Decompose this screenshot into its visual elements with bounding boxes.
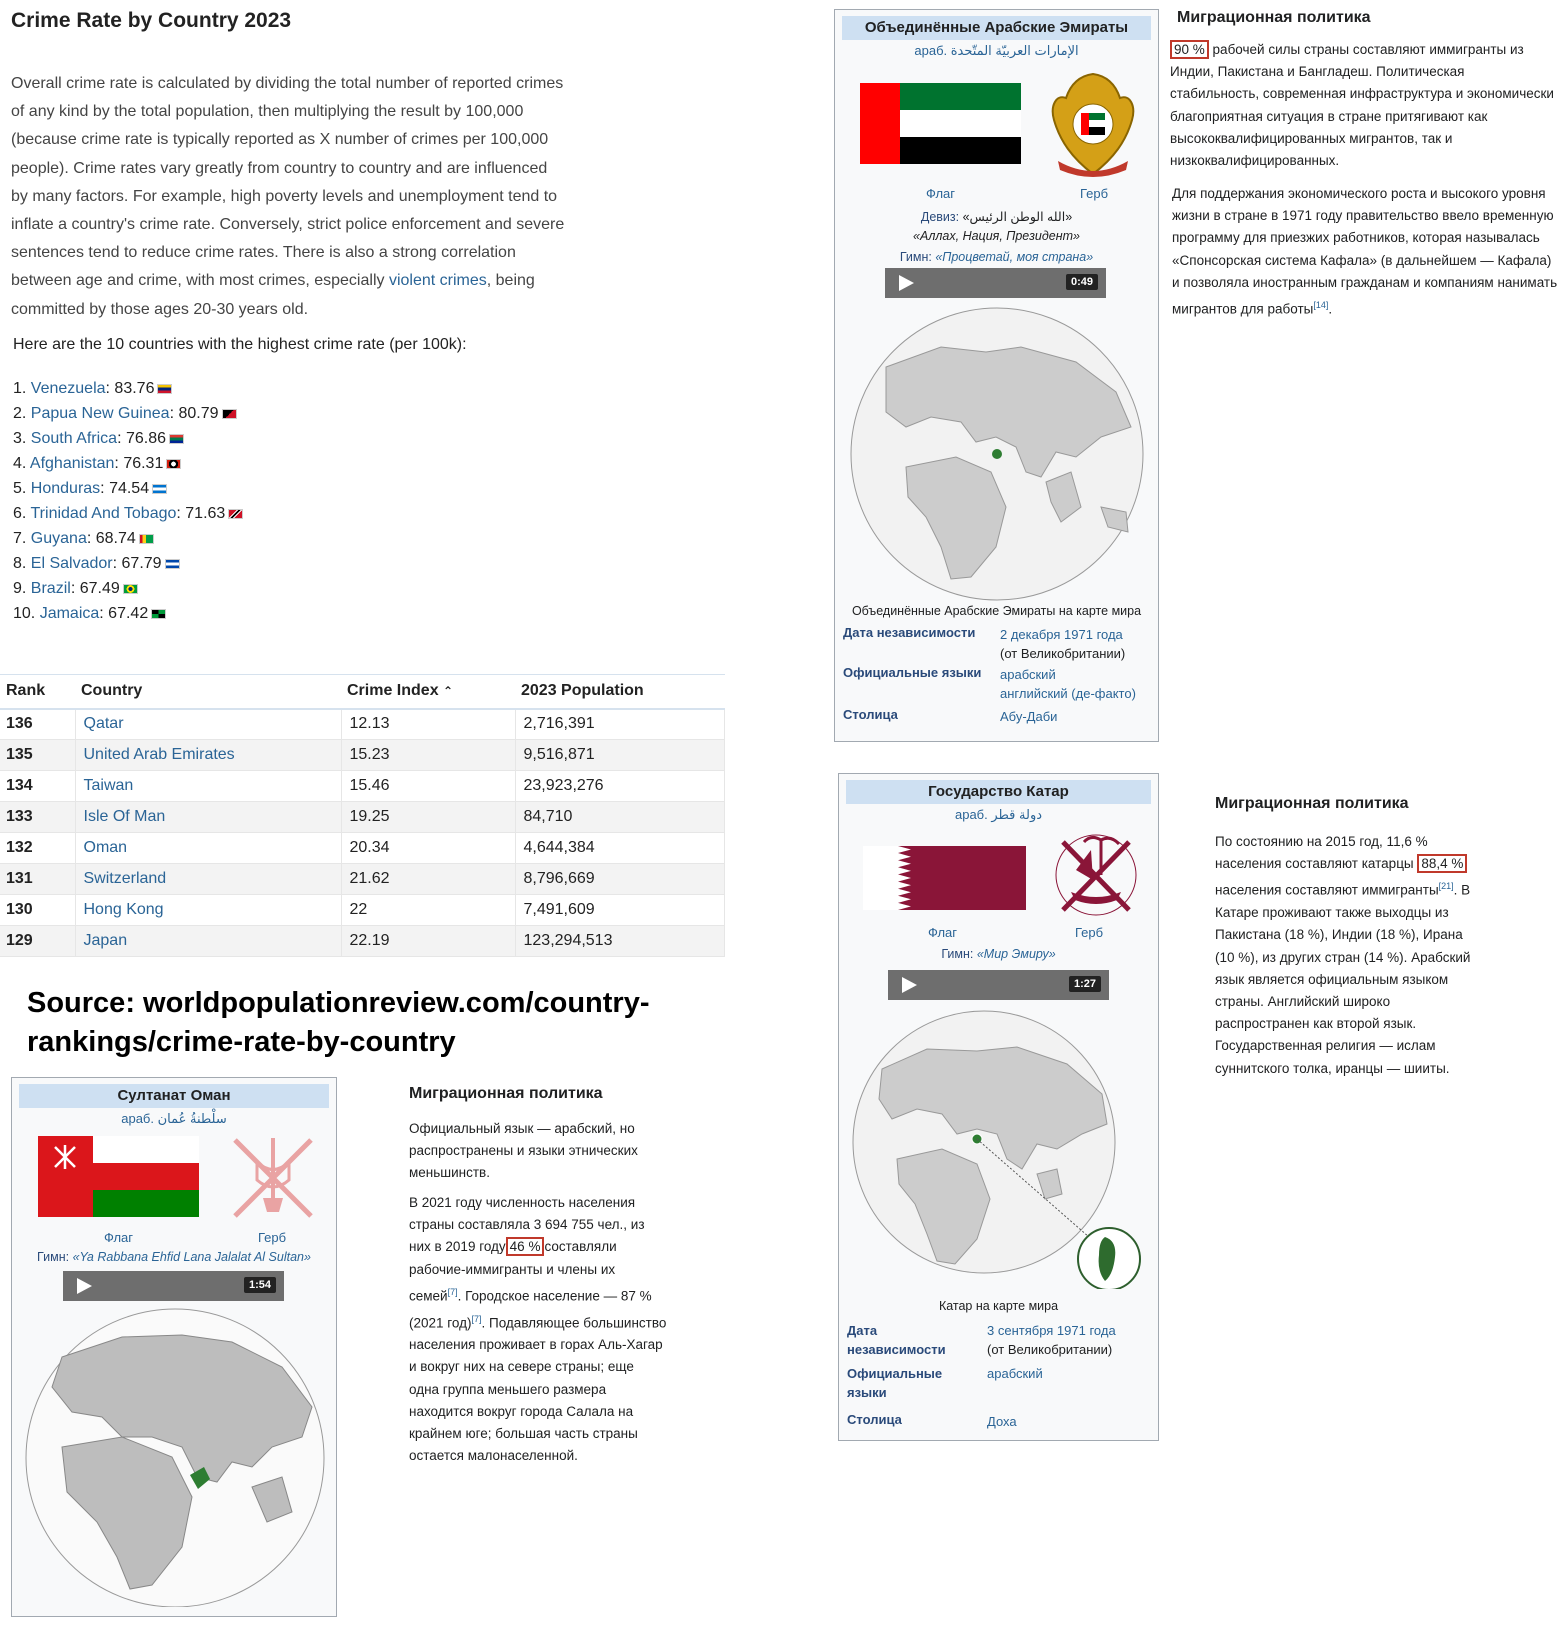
- list-number: 7.: [13, 530, 27, 547]
- list-item: [13, 551, 243, 576]
- oman-migration-text-4: . Подавляющее большинство населения проживает в горах Аль-Хагар и вокруг них на севере страны; еще одна группа меньшего размера находится вокруг города Салала на крайнем юге; большая часть страны остается малонаселенной.: [409, 1315, 667, 1464]
- country-link[interactable]: Switzerland: [75, 864, 341, 895]
- oman-migration-p1: Официальный язык — арабский, но распространены и языки этнических меньшинств.: [409, 1121, 638, 1181]
- qatar-migration-text: По состоянию на 2015 год, 11,6 % населения составляют катарцы: [1215, 834, 1428, 872]
- uae-flag[interactable]: [860, 83, 1021, 164]
- page-title: Crime Rate by Country 2023: [11, 9, 292, 32]
- country-link[interactable]: South Africa: [30, 430, 118, 447]
- uae-migration-text: рабочей силы страны составляют иммигранты из Индии, Пакистана и Бангладеш. Политическая стабильность, современная инфраструктура и экономически благоприятная ситуация в стране притягивают как высококвалифицированных мигрантов, так и низкоквалифицированных.: [1170, 42, 1554, 169]
- country-link[interactable]: El Salvador: [30, 555, 113, 572]
- uae-globe-map-icon[interactable]: [846, 307, 1149, 602]
- native-name: араб. دولة قطر: [954, 807, 1043, 822]
- qatar-migration-text-3: . В Катаре проживают также выходцы из Пакистана (18 %), Индии (18 %), Ирана (10 %), из других стран (14 %). Арабский язык является официальным языком страны. Английский широко распространен как второй язык. Государственная религия — ислам суннитского толка, иранцы — шииты.: [1215, 882, 1471, 1076]
- coat-caption[interactable]: Герб: [258, 1230, 287, 1245]
- country-link[interactable]: Trinidad And Tobago: [30, 505, 177, 522]
- infobox-title: Государство Катар: [846, 780, 1151, 804]
- list-item: [13, 601, 243, 626]
- anthem-link[interactable]: «Ya Rabbana Ehfid Lana Jalalat Al Sultan»: [72, 1250, 311, 1264]
- list-item: [13, 576, 243, 601]
- rank-cell: 132: [0, 833, 75, 864]
- independence-from: (от Великобритании): [1000, 646, 1126, 661]
- country-link[interactable]: Hong Kong: [75, 895, 341, 926]
- audio-duration: 0:49: [1066, 274, 1098, 290]
- rank-cell: 136: [0, 709, 75, 740]
- column-header-rank[interactable]: Rank: [0, 675, 75, 709]
- country-link[interactable]: Guyana: [30, 530, 87, 547]
- anthem-label: Гимн:: [899, 250, 932, 264]
- anthem: [835, 250, 1158, 264]
- independence-date-link[interactable]: 3 сентября 1971 года: [987, 1323, 1116, 1338]
- crime-value: : 67.49: [70, 580, 120, 597]
- rank-cell: 129: [0, 926, 75, 957]
- play-icon[interactable]: [77, 1278, 92, 1294]
- table-row: [0, 709, 725, 740]
- list-item: [13, 426, 243, 451]
- crime-index-cell: 22.19: [341, 926, 515, 957]
- oman-migration-text: В 2021 году численность населения страны составляла 3 694 755 чел., из них в 2019 году: [409, 1195, 645, 1255]
- languages-label: Официальные языки: [847, 1366, 943, 1400]
- population-cell: 7,491,609: [515, 895, 725, 926]
- crime-value: : 83.76: [105, 380, 155, 397]
- table-row: [0, 833, 725, 864]
- list-number: 10.: [13, 605, 36, 622]
- population-cell: 8,796,669: [515, 864, 725, 895]
- map-caption: Катар на карте мира: [938, 1299, 1059, 1313]
- country-link[interactable]: Brazil: [30, 580, 71, 597]
- infobox-title: Султанат Оман: [19, 1084, 329, 1108]
- coat-caption[interactable]: Герб: [1080, 186, 1109, 201]
- crime-value: : 67.79: [112, 555, 162, 572]
- population-cell: 84,710: [515, 802, 725, 833]
- country-link[interactable]: Qatar: [75, 709, 341, 740]
- list-number: 5.: [13, 480, 27, 497]
- country-link[interactable]: Oman: [75, 833, 341, 864]
- motto-label: Девиз:: [920, 210, 960, 224]
- highlighted-percent: 90 %: [1170, 40, 1209, 59]
- table-header-row: [0, 675, 725, 709]
- table-row: [0, 926, 725, 957]
- map-caption: Объединённые Арабские Эмираты на карте мира: [851, 604, 1142, 618]
- independence-from: (от Великобритании): [987, 1342, 1113, 1357]
- sort-ascending-icon: ⌃: [443, 684, 454, 699]
- flag-caption[interactable]: Флаг: [928, 925, 958, 940]
- description-text-end: , being committed by those ages 20-30 years old.: [11, 272, 535, 318]
- guyana-flag-icon: [139, 534, 154, 544]
- venezuela-flag-icon: [157, 384, 172, 394]
- rank-cell: 130: [0, 895, 75, 926]
- qatar-coat-of-arms-icon[interactable]: [1051, 830, 1141, 928]
- rank-cell: 134: [0, 771, 75, 802]
- flag-caption[interactable]: Флаг: [104, 1230, 134, 1245]
- uae-kafala-text: Для поддержания экономического роста и высокого уровня жизни в стране в 1971 году правительство ввело временную программу для приезжих работников, которая называлась «Спонсорская система Кафала» (в дальнейшем — Кафала) и позволяла иностранным гражданам и компаниям нанимать мигрантов для работы: [1172, 186, 1558, 317]
- table-row: [0, 864, 725, 895]
- list-item: [13, 376, 243, 401]
- rank-cell: 135: [0, 740, 75, 771]
- list-item: [13, 526, 243, 551]
- crime-index-table: [0, 674, 725, 957]
- independence-label: Дата независимости: [847, 1323, 946, 1357]
- native-name: араб. سلْطنةُ عُمان: [121, 1111, 227, 1126]
- crime-value: : 71.63: [176, 505, 226, 522]
- crime-index-cell: 12.13: [341, 709, 515, 740]
- population-cell: 123,294,513: [515, 926, 725, 957]
- country-link[interactable]: Papua New Guinea: [30, 405, 170, 422]
- uae-migration-p2: Для поддержания экономического роста и высокого уровня жизни в стране в 1971 году правительство ввело временную программу для приезжих работников, которая называлась «Спонсорская система Кафала» (в дальнейшем — Кафала) и позволяла иностранным гражданам и компаниям нанимать мигрантов для работы[14].: [1172, 186, 1558, 317]
- list-number: 9.: [13, 580, 27, 597]
- crime-value: : 76.31: [114, 455, 164, 472]
- list-number: 3.: [13, 430, 27, 447]
- capital-link[interactable]: Доха: [987, 1414, 1017, 1429]
- crime-index-label: Crime Index: [347, 682, 439, 700]
- list-item: [13, 501, 243, 526]
- population-cell: 4,644,384: [515, 833, 725, 864]
- uae-coat-of-arms-icon[interactable]: [1048, 66, 1138, 181]
- country-link[interactable]: Isle Of Man: [75, 802, 341, 833]
- qatar-globe-map-icon[interactable]: [847, 1009, 1152, 1289]
- population-cell: 23,923,276: [515, 771, 725, 802]
- violent-crimes-link[interactable]: violent crimes: [388, 272, 487, 290]
- population-cell: 2,716,391: [515, 709, 725, 740]
- highlighted-percent: 88,4 %: [1417, 854, 1467, 873]
- list-number: 6.: [13, 505, 27, 522]
- motto-arabic: «الله الوطن الرئيس»: [962, 210, 1073, 224]
- crime-value: : 74.54: [100, 480, 150, 497]
- citation-link[interactable]: [7]: [447, 1286, 458, 1297]
- table-row: [0, 771, 725, 802]
- qatar-flag[interactable]: [863, 846, 1026, 910]
- language-link[interactable]: арабский: [987, 1366, 1043, 1381]
- column-header-country[interactable]: Country: [75, 675, 341, 709]
- capital-label: Столица: [847, 1412, 902, 1427]
- flag-caption[interactable]: Флаг: [926, 186, 956, 201]
- country-link[interactable]: Afghanistan: [29, 455, 115, 472]
- citation-link[interactable]: [21]: [1438, 881, 1454, 892]
- country-link[interactable]: Taiwan: [75, 771, 341, 802]
- native-name: араб. الإمارات العربيّة المتّحدة: [914, 43, 1079, 58]
- oman-migration-heading: Миграционная политика: [409, 1085, 603, 1102]
- anthem-label: Гимн:: [37, 1250, 70, 1264]
- anthem-label: Гимн:: [941, 947, 974, 961]
- table-row: [0, 740, 725, 771]
- table-row: [0, 802, 725, 833]
- crime-index-cell: 15.46: [341, 771, 515, 802]
- crime-index-cell: 15.23: [341, 740, 515, 771]
- qatar-migration-text-2: населения составляют иммигранты: [1215, 882, 1439, 898]
- afghanistan-flag-icon: [166, 459, 181, 469]
- language-link[interactable]: английский (де-факто): [1000, 686, 1136, 701]
- capital-link[interactable]: Абу-Даби: [1000, 709, 1058, 724]
- uae-migration-heading: Миграционная политика: [1177, 9, 1371, 26]
- description-text: Overall crime rate is calculated by dividing the total number of reported crimes of any kind by the total population, then multiplying the result by 100,000 (because crime rate is typically reported as X number of crimes per 100,000 people). Crime rates vary greatly from country to country and are influenced by many factors. For example, high poverty levels and unemployment tend to inflate a country's crime rate. Conversely, strict police enforcement and severe sentences tend to reduce crime rates. There is also a strong correlation between age and crime, with most crimes, especially: [11, 75, 565, 290]
- motto-translation: «Аллах, Нация, Президент»: [913, 229, 1080, 243]
- country-link[interactable]: United Arab Emirates: [75, 740, 341, 771]
- top-ten-list: [13, 376, 243, 626]
- highlighted-percent: 46 %: [506, 1237, 545, 1256]
- country-link[interactable]: Venezuela: [30, 380, 106, 397]
- oman-flag[interactable]: [38, 1136, 199, 1217]
- crime-index-cell: 22: [341, 895, 515, 926]
- list-number: 1.: [13, 380, 27, 397]
- anthem-link[interactable]: «Мир Эмиру»: [976, 947, 1056, 961]
- rank-cell: 131: [0, 864, 75, 895]
- infobox-title: Объединённые Арабские Эмираты: [842, 16, 1151, 40]
- motto: [835, 209, 1158, 224]
- list-number: 2.: [13, 405, 27, 422]
- rank-cell: 133: [0, 802, 75, 833]
- crime-value: : 76.86: [117, 430, 167, 447]
- list-item: [13, 476, 243, 501]
- column-header-crime-index[interactable]: [341, 675, 515, 709]
- language-link[interactable]: арабский: [1000, 667, 1056, 682]
- top-ten-intro: Here are the 10 countries with the highest crime rate (per 100k):: [13, 336, 467, 353]
- play-icon[interactable]: [902, 977, 917, 993]
- oman-migration-text-3: . Городское население — 87 % (2021 год): [409, 1288, 652, 1331]
- audio-duration: 1:27: [1069, 976, 1101, 992]
- uae-migration-p1: [1170, 39, 1556, 172]
- crime-index-cell: 19.25: [341, 802, 515, 833]
- honduras-flag-icon: [152, 484, 167, 494]
- crime-index-cell: 21.62: [341, 864, 515, 895]
- source-caption: Source: worldpopulationreview.com/country-rankings/crime-rate-by-country: [27, 987, 650, 1058]
- independence-label: Дата независимости: [843, 625, 976, 640]
- anthem-audio-player[interactable]: [63, 1271, 284, 1301]
- oman-migration-text-2: составляли рабочие-иммигранты и члены их семей: [409, 1239, 617, 1304]
- citation-link[interactable]: [14]: [1313, 300, 1329, 311]
- anthem: [839, 947, 1158, 961]
- crime-value: : 68.74: [86, 530, 136, 547]
- papua-new-guinea-flag-icon: [222, 409, 237, 419]
- uae-infobox: [834, 9, 1159, 742]
- qatar-migration-heading: Миграционная политика: [1215, 795, 1409, 812]
- oman-coat-of-arms-icon[interactable]: [227, 1132, 319, 1224]
- independence-date-link[interactable]: 2 декабря 1971 года: [1000, 627, 1123, 642]
- anthem-audio-player[interactable]: [885, 268, 1106, 298]
- jamaica-flag-icon: [151, 609, 166, 619]
- crime-description: [11, 70, 566, 324]
- play-icon[interactable]: [899, 275, 914, 291]
- crime-index-cell: 20.34: [341, 833, 515, 864]
- qatar-migration-paragraph: [1215, 831, 1485, 1080]
- capital-label: Столица: [843, 707, 898, 722]
- country-link[interactable]: Jamaica: [39, 605, 100, 622]
- qatar-infobox: [838, 773, 1159, 1441]
- coat-caption[interactable]: Герб: [1075, 925, 1104, 940]
- list-item: [13, 401, 243, 426]
- crime-value: : 67.42: [99, 605, 149, 622]
- population-cell: 9,516,871: [515, 740, 725, 771]
- el-salvador-flag-icon: [165, 559, 180, 569]
- anthem-audio-player[interactable]: [888, 970, 1109, 1000]
- trinidad-and-tobago-flag-icon: [228, 509, 243, 519]
- languages-label: Официальные языки: [843, 665, 982, 680]
- crime-value: : 80.79: [169, 405, 219, 422]
- anthem: [12, 1250, 336, 1264]
- brazil-flag-icon: [123, 584, 138, 594]
- country-link[interactable]: Japan: [75, 926, 341, 957]
- list-item: [13, 451, 243, 476]
- anthem-link[interactable]: «Процветай, моя страна»: [935, 250, 1094, 264]
- table-row: [0, 895, 725, 926]
- list-number: 4.: [13, 455, 27, 472]
- oman-globe-map-icon[interactable]: [22, 1307, 328, 1607]
- oman-migration-p2: [409, 1192, 667, 1467]
- oman-infobox: [11, 1077, 337, 1617]
- list-number: 8.: [13, 555, 27, 572]
- south-africa-flag-icon: [169, 434, 184, 444]
- citation-link[interactable]: [7]: [471, 1313, 482, 1324]
- column-header-population[interactable]: 2023 Population: [515, 675, 725, 709]
- audio-duration: 1:54: [244, 1277, 276, 1293]
- country-link[interactable]: Honduras: [30, 480, 101, 497]
